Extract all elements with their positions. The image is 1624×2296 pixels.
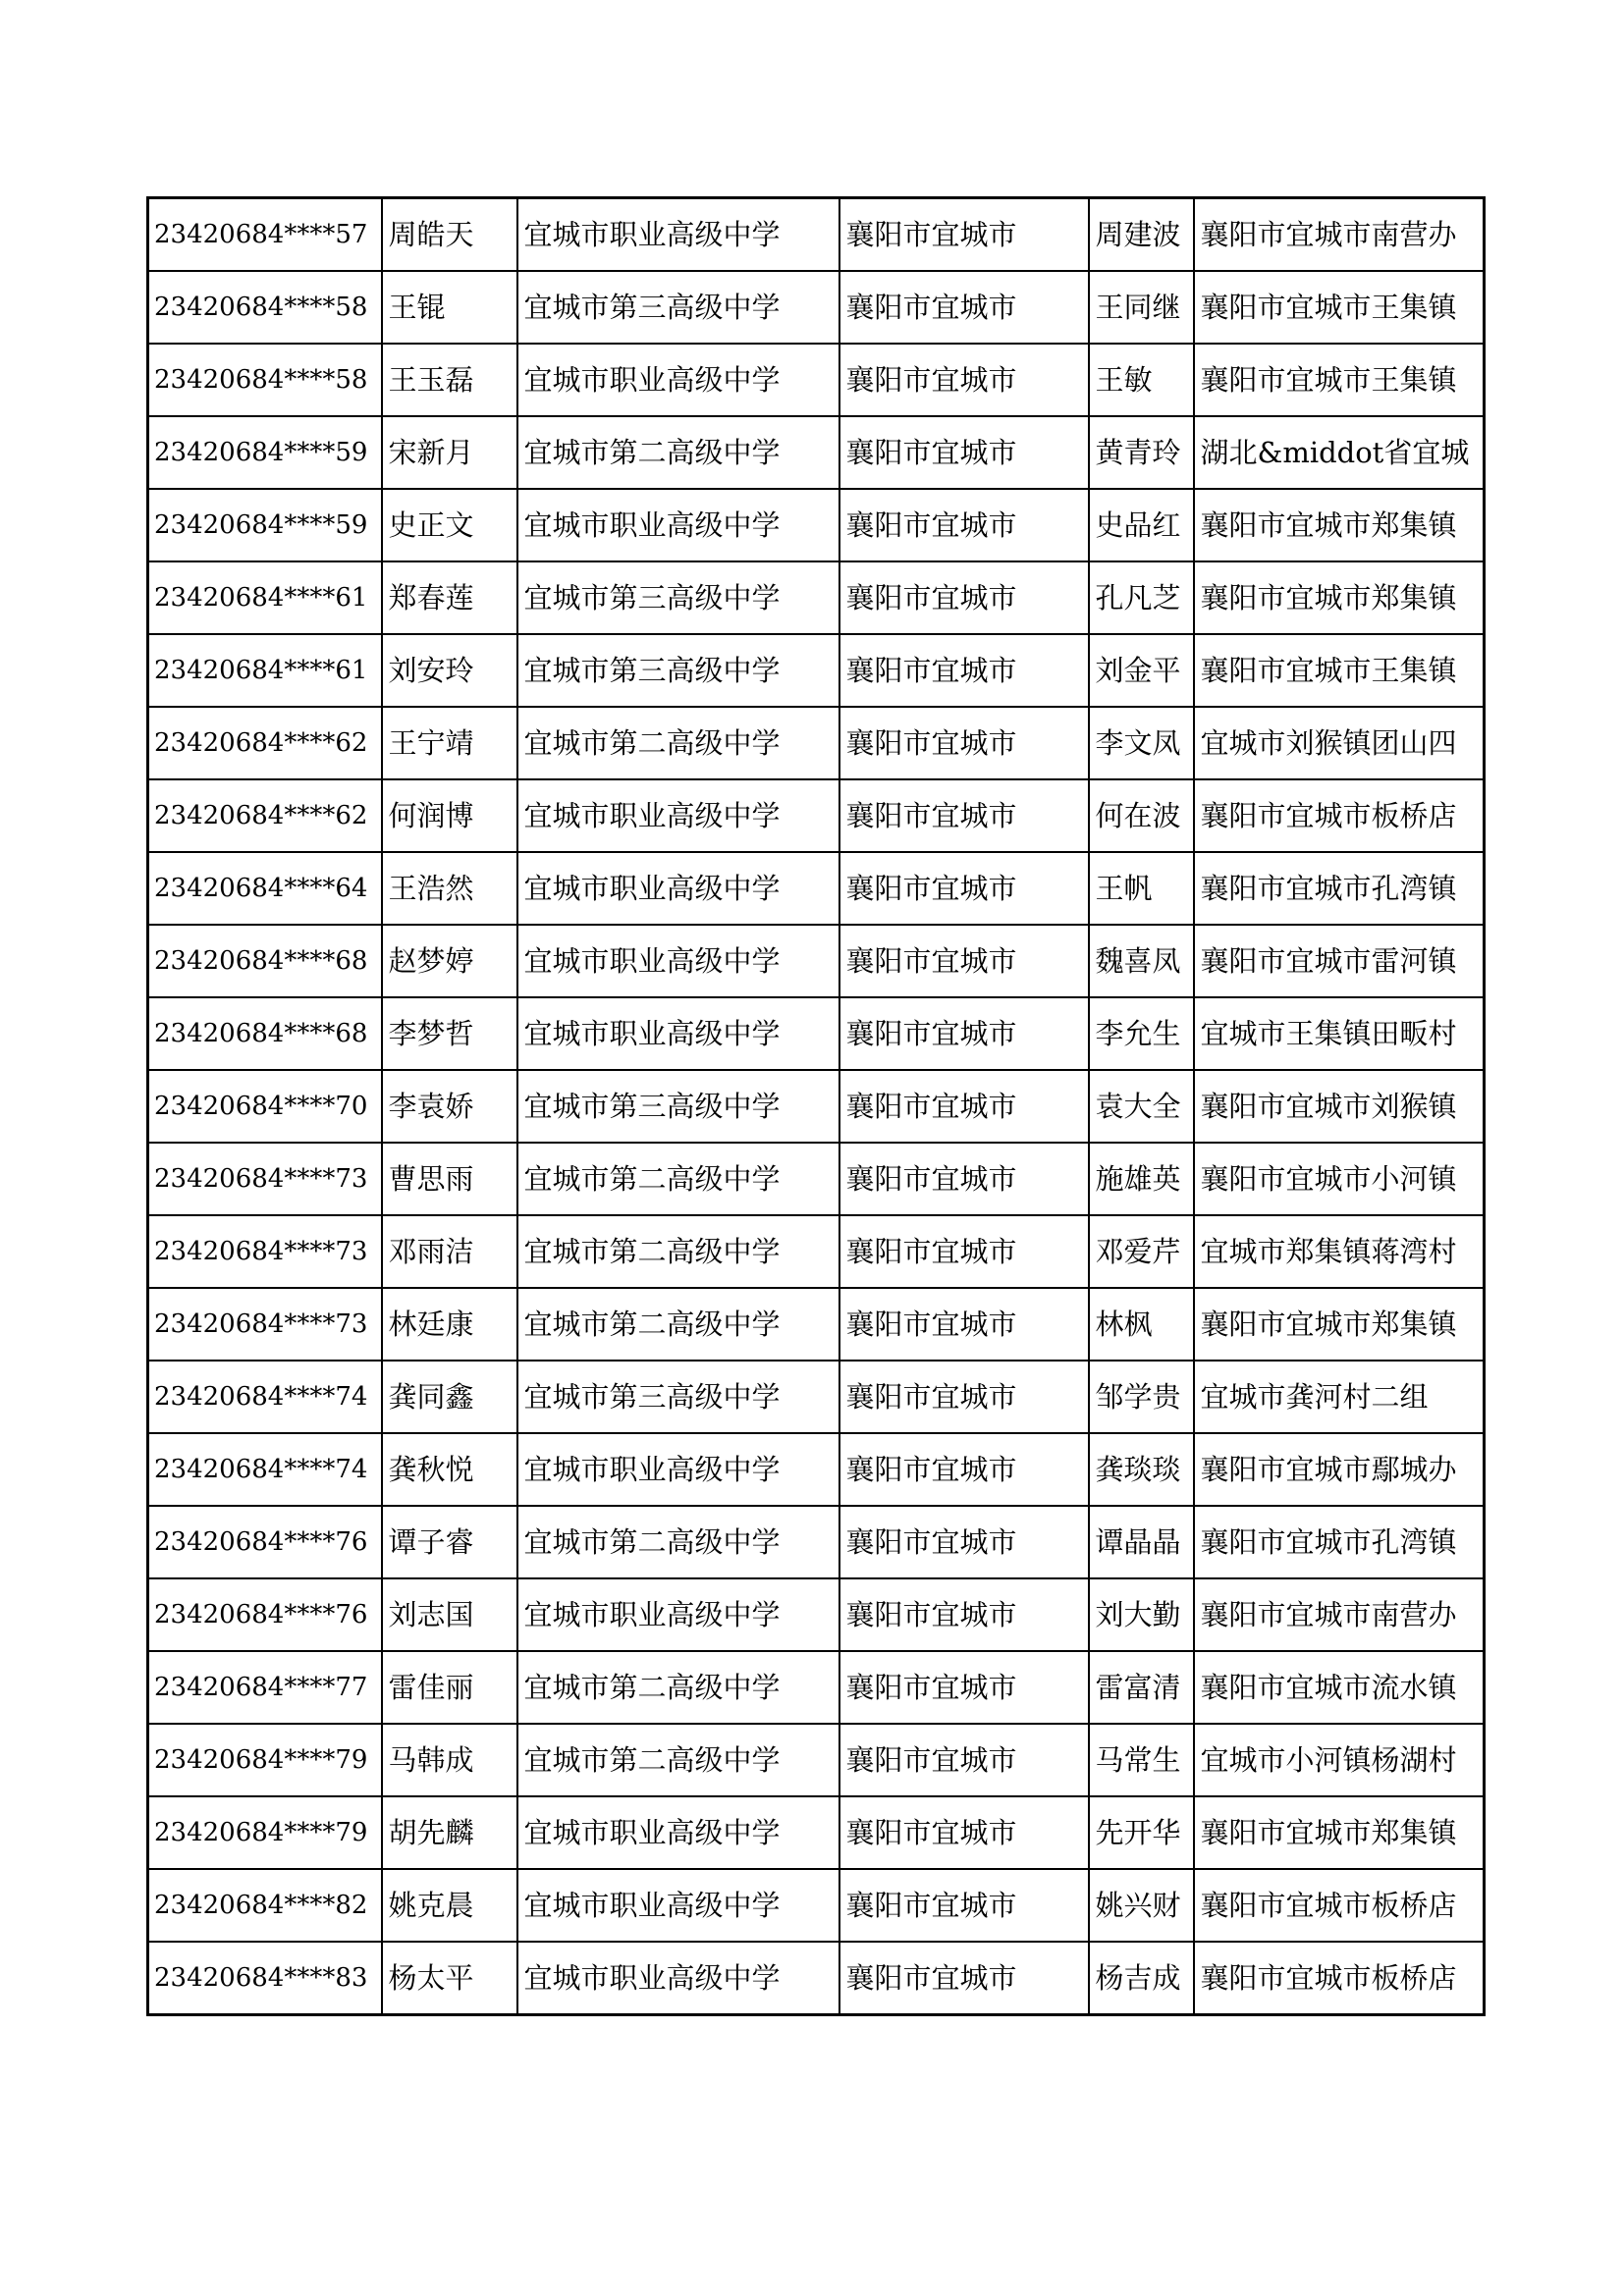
guardian-name-cell: 雷富清 bbox=[1089, 1651, 1194, 1724]
school-cell: 宜城市职业高级中学 bbox=[517, 344, 839, 416]
student-name-cell: 刘志国 bbox=[382, 1578, 517, 1651]
guardian-name-cell: 周建波 bbox=[1089, 198, 1194, 272]
address-cell: 襄阳市宜城市王集镇 bbox=[1194, 271, 1485, 344]
student-name-cell: 刘安玲 bbox=[382, 634, 517, 707]
address-cell: 宜城市王集镇田畈村 bbox=[1194, 997, 1485, 1070]
school-cell: 宜城市第二高级中学 bbox=[517, 1288, 839, 1361]
student-name-cell: 杨太平 bbox=[382, 1942, 517, 2015]
region-cell: 襄阳市宜城市 bbox=[839, 1215, 1089, 1288]
address-cell: 襄阳市宜城市郑集镇 bbox=[1194, 489, 1485, 561]
table-row bbox=[148, 344, 1485, 416]
school-cell: 宜城市第三高级中学 bbox=[517, 1361, 839, 1433]
address-cell: 襄阳市宜城市郑集镇 bbox=[1194, 561, 1485, 634]
exam-number-cell: 23420684****83 bbox=[148, 1942, 382, 2015]
exam-number-cell: 23420684****58 bbox=[148, 344, 382, 416]
region-cell: 襄阳市宜城市 bbox=[839, 779, 1089, 852]
address-cell: 襄阳市宜城市孔湾镇 bbox=[1194, 852, 1485, 925]
table-row bbox=[148, 997, 1485, 1070]
address-cell: 襄阳市宜城市刘猴镇 bbox=[1194, 1070, 1485, 1143]
region-cell: 襄阳市宜城市 bbox=[839, 1578, 1089, 1651]
exam-number-cell: 23420684****76 bbox=[148, 1578, 382, 1651]
student-name-cell: 史正文 bbox=[382, 489, 517, 561]
school-cell: 宜城市第二高级中学 bbox=[517, 416, 839, 489]
address-cell: 襄阳市宜城市王集镇 bbox=[1194, 634, 1485, 707]
table-row bbox=[148, 1506, 1485, 1578]
table-row bbox=[148, 634, 1485, 707]
table-row bbox=[148, 1869, 1485, 1942]
school-cell: 宜城市职业高级中学 bbox=[517, 925, 839, 997]
school-cell: 宜城市第二高级中学 bbox=[517, 1506, 839, 1578]
exam-number-cell: 23420684****73 bbox=[148, 1288, 382, 1361]
school-cell: 宜城市职业高级中学 bbox=[517, 1796, 839, 1869]
guardian-name-cell: 施雄英 bbox=[1089, 1143, 1194, 1215]
guardian-name-cell: 刘大勤 bbox=[1089, 1578, 1194, 1651]
region-cell: 襄阳市宜城市 bbox=[839, 344, 1089, 416]
student-name-cell: 马韩成 bbox=[382, 1724, 517, 1796]
region-cell: 襄阳市宜城市 bbox=[839, 1942, 1089, 2015]
address-cell: 襄阳市宜城市南营办 bbox=[1194, 1578, 1485, 1651]
address-cell: 襄阳市宜城市南营办 bbox=[1194, 198, 1485, 272]
address-cell: 襄阳市宜城市板桥店 bbox=[1194, 1869, 1485, 1942]
student-name-cell: 曹思雨 bbox=[382, 1143, 517, 1215]
table-row bbox=[148, 1215, 1485, 1288]
exam-number-cell: 23420684****74 bbox=[148, 1361, 382, 1433]
table-row bbox=[148, 779, 1485, 852]
school-cell: 宜城市第三高级中学 bbox=[517, 561, 839, 634]
region-cell: 襄阳市宜城市 bbox=[839, 707, 1089, 779]
student-name-cell: 雷佳丽 bbox=[382, 1651, 517, 1724]
guardian-name-cell: 先开华 bbox=[1089, 1796, 1194, 1869]
guardian-name-cell: 邹学贵 bbox=[1089, 1361, 1194, 1433]
student-name-cell: 胡先麟 bbox=[382, 1796, 517, 1869]
table-row bbox=[148, 1433, 1485, 1506]
exam-number-cell: 23420684****73 bbox=[148, 1143, 382, 1215]
exam-number-cell: 23420684****57 bbox=[148, 198, 382, 272]
region-cell: 襄阳市宜城市 bbox=[839, 925, 1089, 997]
guardian-name-cell: 龚琰琰 bbox=[1089, 1433, 1194, 1506]
guardian-name-cell: 史品红 bbox=[1089, 489, 1194, 561]
region-cell: 襄阳市宜城市 bbox=[839, 1288, 1089, 1361]
document-page bbox=[146, 196, 1486, 2016]
region-cell: 襄阳市宜城市 bbox=[839, 634, 1089, 707]
exam-number-cell: 23420684****61 bbox=[148, 634, 382, 707]
school-cell: 宜城市职业高级中学 bbox=[517, 852, 839, 925]
guardian-name-cell: 魏喜凤 bbox=[1089, 925, 1194, 997]
table-row bbox=[148, 1070, 1485, 1143]
student-name-cell: 谭子睿 bbox=[382, 1506, 517, 1578]
region-cell: 襄阳市宜城市 bbox=[839, 1361, 1089, 1433]
exam-number-cell: 23420684****64 bbox=[148, 852, 382, 925]
exam-number-cell: 23420684****82 bbox=[148, 1869, 382, 1942]
student-name-cell: 王宁靖 bbox=[382, 707, 517, 779]
region-cell: 襄阳市宜城市 bbox=[839, 1869, 1089, 1942]
table-row bbox=[148, 1651, 1485, 1724]
region-cell: 襄阳市宜城市 bbox=[839, 1433, 1089, 1506]
school-cell: 宜城市第二高级中学 bbox=[517, 1724, 839, 1796]
address-cell: 宜城市小河镇杨湖村 bbox=[1194, 1724, 1485, 1796]
guardian-name-cell: 何在波 bbox=[1089, 779, 1194, 852]
school-cell: 宜城市职业高级中学 bbox=[517, 1578, 839, 1651]
region-cell: 襄阳市宜城市 bbox=[839, 1506, 1089, 1578]
guardian-name-cell: 李文凤 bbox=[1089, 707, 1194, 779]
table-row bbox=[148, 198, 1485, 272]
student-name-cell: 姚克晨 bbox=[382, 1869, 517, 1942]
exam-number-cell: 23420684****77 bbox=[148, 1651, 382, 1724]
table-row bbox=[148, 1724, 1485, 1796]
address-cell: 襄阳市宜城市孔湾镇 bbox=[1194, 1506, 1485, 1578]
exam-number-cell: 23420684****74 bbox=[148, 1433, 382, 1506]
address-cell: 襄阳市宜城市板桥店 bbox=[1194, 779, 1485, 852]
table-row bbox=[148, 925, 1485, 997]
school-cell: 宜城市第二高级中学 bbox=[517, 707, 839, 779]
guardian-name-cell: 马常生 bbox=[1089, 1724, 1194, 1796]
student-name-cell: 王玉磊 bbox=[382, 344, 517, 416]
table-row bbox=[148, 1796, 1485, 1869]
table-row bbox=[148, 852, 1485, 925]
table-row bbox=[148, 416, 1485, 489]
guardian-name-cell: 孔凡芝 bbox=[1089, 561, 1194, 634]
exam-number-cell: 23420684****79 bbox=[148, 1796, 382, 1869]
school-cell: 宜城市职业高级中学 bbox=[517, 997, 839, 1070]
region-cell: 襄阳市宜城市 bbox=[839, 1143, 1089, 1215]
region-cell: 襄阳市宜城市 bbox=[839, 561, 1089, 634]
records-table bbox=[146, 196, 1486, 2016]
region-cell: 襄阳市宜城市 bbox=[839, 416, 1089, 489]
guardian-name-cell: 王敏 bbox=[1089, 344, 1194, 416]
school-cell: 宜城市职业高级中学 bbox=[517, 1433, 839, 1506]
address-cell: 宜城市郑集镇蒋湾村 bbox=[1194, 1215, 1485, 1288]
exam-number-cell: 23420684****59 bbox=[148, 416, 382, 489]
address-cell: 襄阳市宜城市王集镇 bbox=[1194, 344, 1485, 416]
address-cell: 襄阳市宜城市郑集镇 bbox=[1194, 1288, 1485, 1361]
school-cell: 宜城市第二高级中学 bbox=[517, 1215, 839, 1288]
guardian-name-cell: 姚兴财 bbox=[1089, 1869, 1194, 1942]
school-cell: 宜城市第二高级中学 bbox=[517, 1651, 839, 1724]
student-name-cell: 龚秋悦 bbox=[382, 1433, 517, 1506]
school-cell: 宜城市第三高级中学 bbox=[517, 1070, 839, 1143]
school-cell: 宜城市职业高级中学 bbox=[517, 1869, 839, 1942]
student-name-cell: 周皓天 bbox=[382, 198, 517, 272]
region-cell: 襄阳市宜城市 bbox=[839, 198, 1089, 272]
table-row bbox=[148, 707, 1485, 779]
exam-number-cell: 23420684****76 bbox=[148, 1506, 382, 1578]
exam-number-cell: 23420684****62 bbox=[148, 707, 382, 779]
student-name-cell: 王锟 bbox=[382, 271, 517, 344]
student-name-cell: 龚同鑫 bbox=[382, 1361, 517, 1433]
address-cell: 宜城市刘猴镇团山四 bbox=[1194, 707, 1485, 779]
guardian-name-cell: 邓爱芹 bbox=[1089, 1215, 1194, 1288]
region-cell: 襄阳市宜城市 bbox=[839, 852, 1089, 925]
region-cell: 襄阳市宜城市 bbox=[839, 997, 1089, 1070]
student-name-cell: 李梦哲 bbox=[382, 997, 517, 1070]
school-cell: 宜城市职业高级中学 bbox=[517, 779, 839, 852]
school-cell: 宜城市第二高级中学 bbox=[517, 1143, 839, 1215]
school-cell: 宜城市职业高级中学 bbox=[517, 198, 839, 272]
guardian-name-cell: 林枫 bbox=[1089, 1288, 1194, 1361]
address-cell: 湖北&middot省宜城 bbox=[1194, 416, 1485, 489]
exam-number-cell: 23420684****70 bbox=[148, 1070, 382, 1143]
student-name-cell: 郑春莲 bbox=[382, 561, 517, 634]
student-name-cell: 宋新月 bbox=[382, 416, 517, 489]
region-cell: 襄阳市宜城市 bbox=[839, 1796, 1089, 1869]
guardian-name-cell: 黄青玲 bbox=[1089, 416, 1194, 489]
exam-number-cell: 23420684****79 bbox=[148, 1724, 382, 1796]
guardian-name-cell: 杨吉成 bbox=[1089, 1942, 1194, 2015]
region-cell: 襄阳市宜城市 bbox=[839, 1651, 1089, 1724]
school-cell: 宜城市职业高级中学 bbox=[517, 1942, 839, 2015]
school-cell: 宜城市职业高级中学 bbox=[517, 489, 839, 561]
exam-number-cell: 23420684****62 bbox=[148, 779, 382, 852]
table-row bbox=[148, 561, 1485, 634]
student-name-cell: 赵梦婷 bbox=[382, 925, 517, 997]
table-row bbox=[148, 1361, 1485, 1433]
student-name-cell: 邓雨洁 bbox=[382, 1215, 517, 1288]
guardian-name-cell: 刘金平 bbox=[1089, 634, 1194, 707]
address-cell: 襄阳市宜城市雷河镇 bbox=[1194, 925, 1485, 997]
table-row bbox=[148, 489, 1485, 561]
exam-number-cell: 23420684****73 bbox=[148, 1215, 382, 1288]
guardian-name-cell: 王同继 bbox=[1089, 271, 1194, 344]
guardian-name-cell: 谭晶晶 bbox=[1089, 1506, 1194, 1578]
exam-number-cell: 23420684****61 bbox=[148, 561, 382, 634]
region-cell: 襄阳市宜城市 bbox=[839, 271, 1089, 344]
student-name-cell: 王浩然 bbox=[382, 852, 517, 925]
exam-number-cell: 23420684****68 bbox=[148, 925, 382, 997]
exam-number-cell: 23420684****58 bbox=[148, 271, 382, 344]
school-cell: 宜城市第三高级中学 bbox=[517, 634, 839, 707]
student-name-cell: 林廷康 bbox=[382, 1288, 517, 1361]
table-row bbox=[148, 1942, 1485, 2015]
address-cell: 襄阳市宜城市鄢城办 bbox=[1194, 1433, 1485, 1506]
region-cell: 襄阳市宜城市 bbox=[839, 1070, 1089, 1143]
guardian-name-cell: 李允生 bbox=[1089, 997, 1194, 1070]
address-cell: 襄阳市宜城市流水镇 bbox=[1194, 1651, 1485, 1724]
table-row bbox=[148, 1578, 1485, 1651]
address-cell: 襄阳市宜城市板桥店 bbox=[1194, 1942, 1485, 2015]
records-table-body bbox=[148, 198, 1485, 2015]
table-row bbox=[148, 1143, 1485, 1215]
exam-number-cell: 23420684****68 bbox=[148, 997, 382, 1070]
table-row bbox=[148, 1288, 1485, 1361]
region-cell: 襄阳市宜城市 bbox=[839, 489, 1089, 561]
exam-number-cell: 23420684****59 bbox=[148, 489, 382, 561]
student-name-cell: 李袁娇 bbox=[382, 1070, 517, 1143]
address-cell: 宜城市龚河村二组 bbox=[1194, 1361, 1485, 1433]
address-cell: 襄阳市宜城市郑集镇 bbox=[1194, 1796, 1485, 1869]
address-cell: 襄阳市宜城市小河镇 bbox=[1194, 1143, 1485, 1215]
guardian-name-cell: 袁大全 bbox=[1089, 1070, 1194, 1143]
school-cell: 宜城市第三高级中学 bbox=[517, 271, 839, 344]
region-cell: 襄阳市宜城市 bbox=[839, 1724, 1089, 1796]
student-name-cell: 何润博 bbox=[382, 779, 517, 852]
table-row bbox=[148, 271, 1485, 344]
guardian-name-cell: 王帆 bbox=[1089, 852, 1194, 925]
